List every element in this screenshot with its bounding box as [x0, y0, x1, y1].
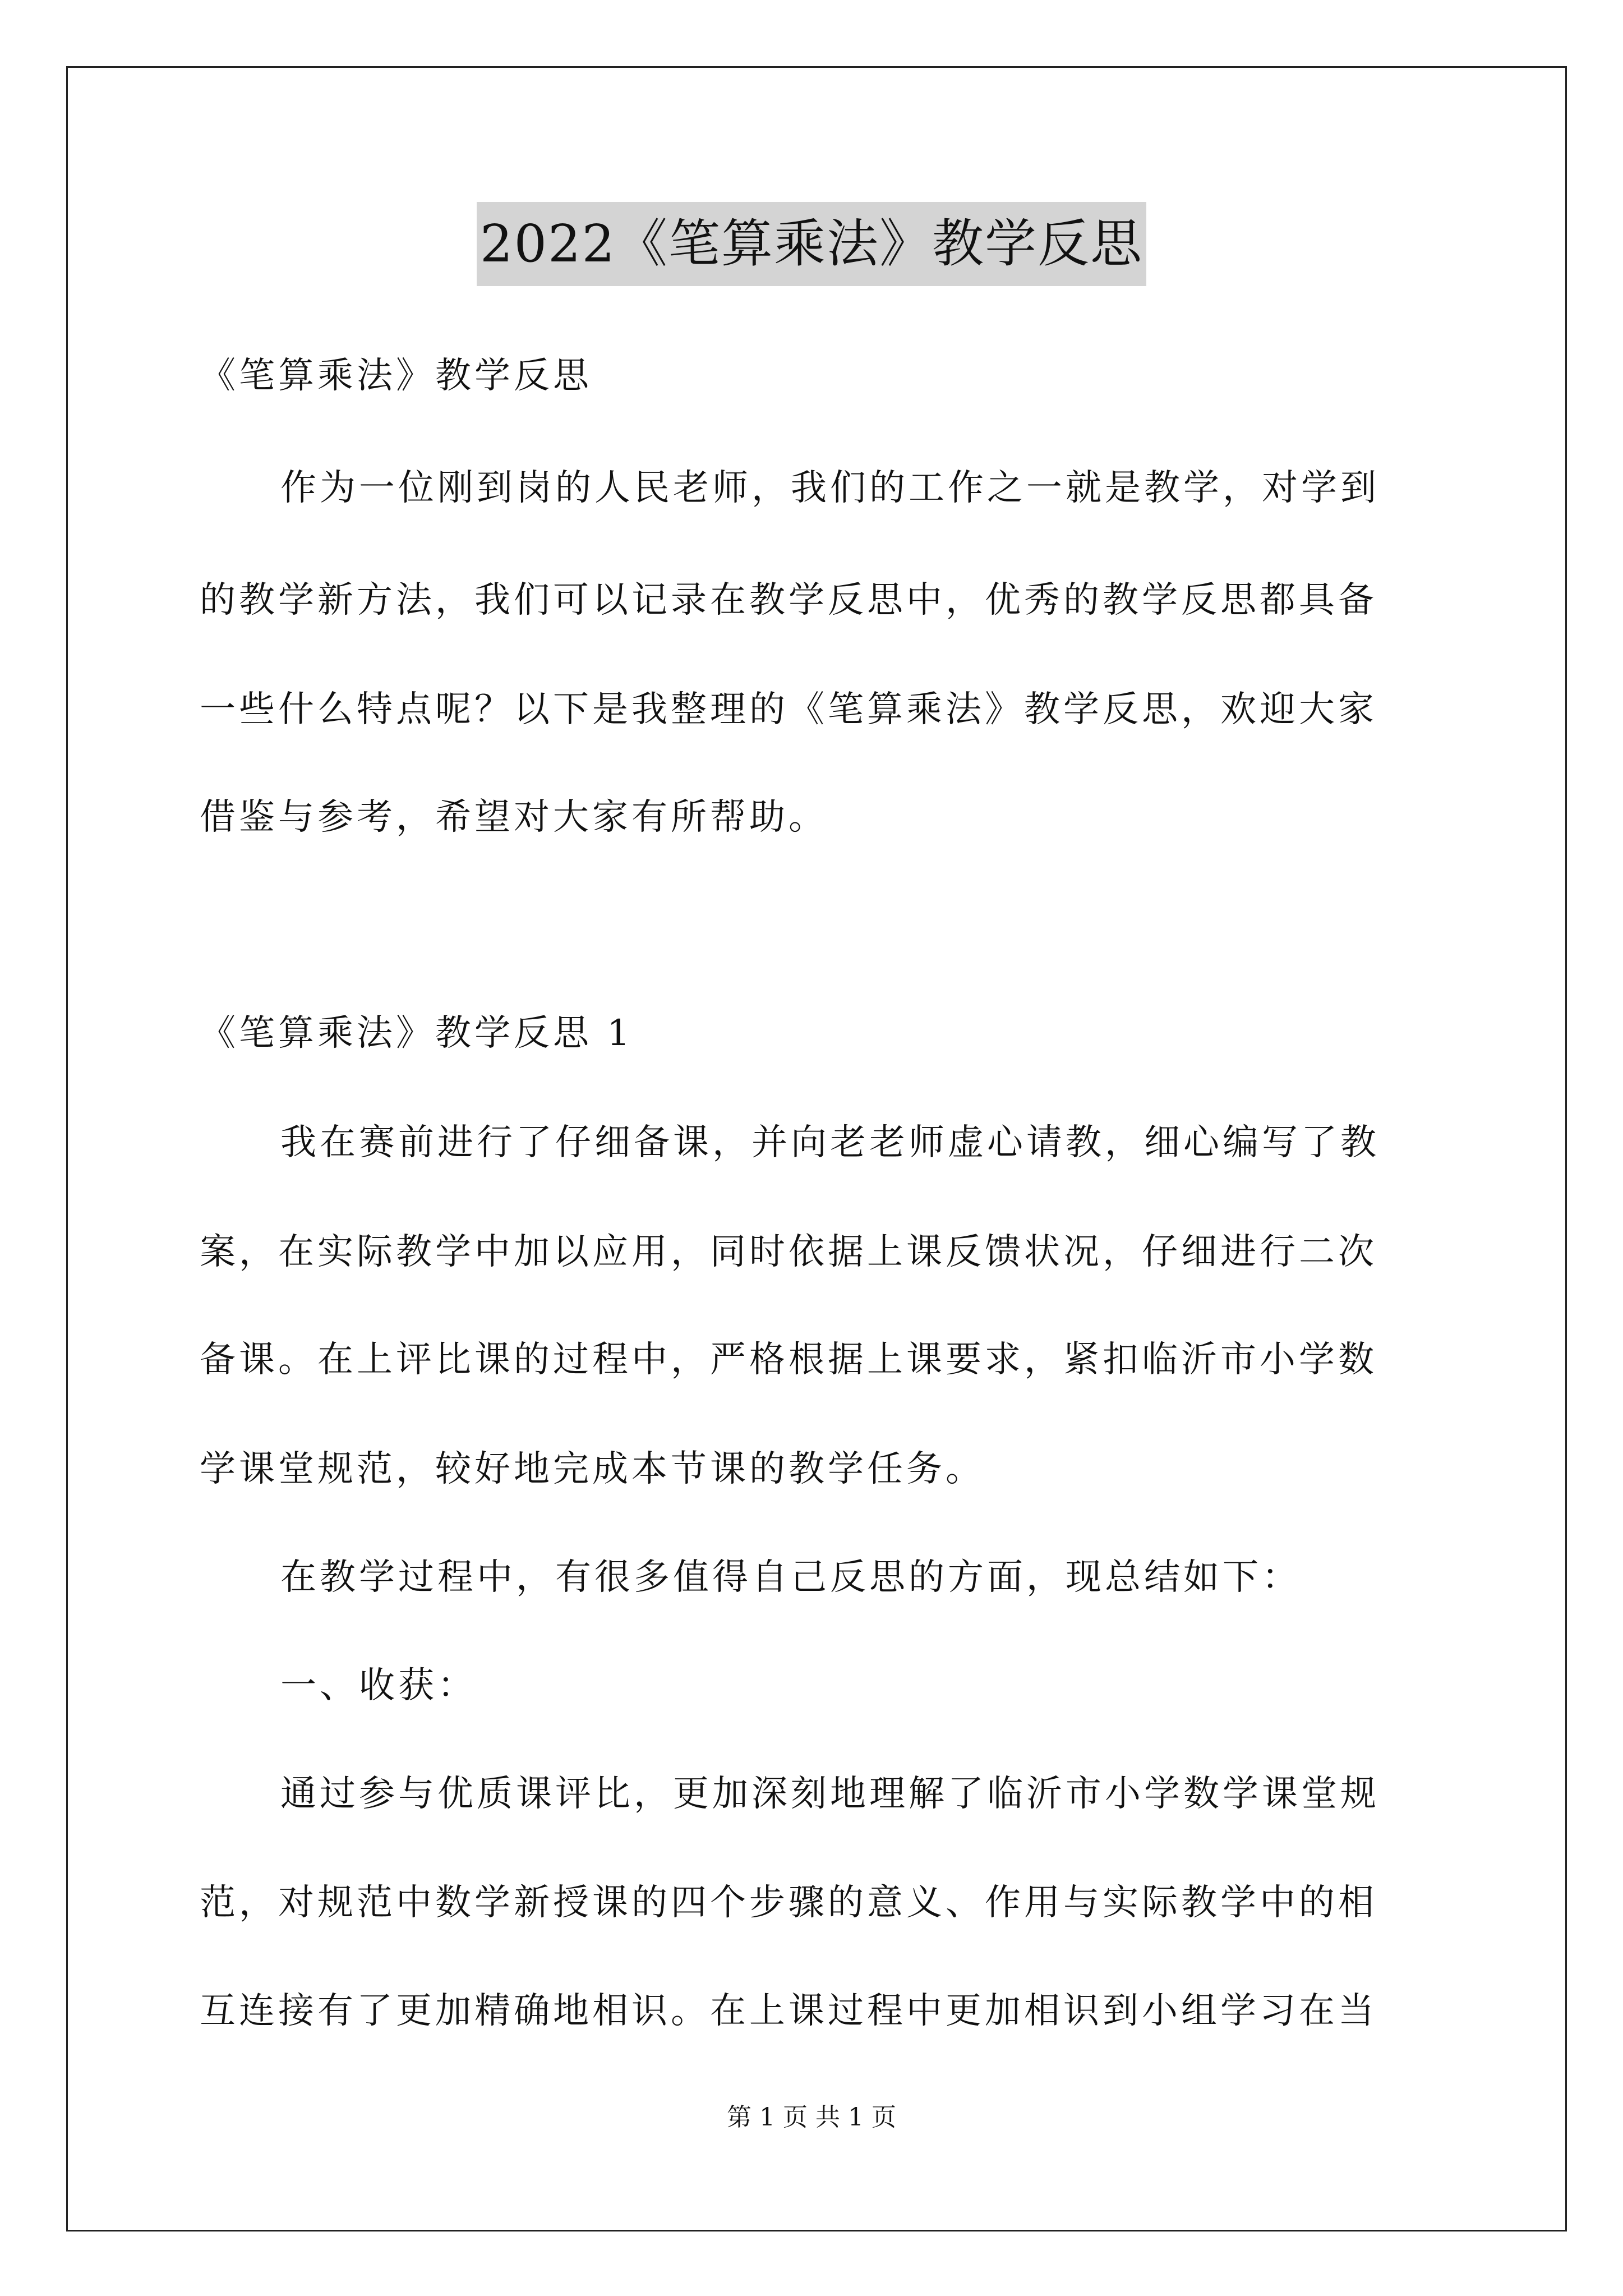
- section-line-3: 备课。在上评比课的过程中，严格根据上课要求，紧扣临沂市小学数: [200, 1339, 1377, 1381]
- document-title: 2022《笔算乘法》教学反思: [477, 202, 1146, 286]
- summary-line: 在教学过程中，有很多值得自己反思的方面，现总结如下：: [280, 1557, 1301, 1598]
- section-heading: 《笔算乘法》教学反思 1: [200, 1013, 634, 1054]
- intro-line-2: 的教学新方法，我们可以记录在教学反思中，优秀的教学反思都具备: [200, 579, 1377, 621]
- gain-line-2: 范，对规范中数学新授课的四个步骤的意义、作用与实际教学中的相: [200, 1882, 1377, 1924]
- intro-line-4: 借鉴与参考，希望对大家有所帮助。: [200, 797, 828, 838]
- section-line-1: 我在赛前进行了仔细备课，并向老老师虚心请教，细心编写了教: [280, 1122, 1380, 1163]
- gain-heading: 一、收获：: [280, 1665, 477, 1706]
- gain-line-1: 通过参与优质课评比，更加深刻地理解了临沂市小学数学课堂规: [280, 1773, 1380, 1815]
- page-footer: 第 1 页 共 1 页: [727, 2103, 896, 2132]
- section-line-2: 案，在实际教学中加以应用，同时依据上课反馈状况，仔细进行二次: [200, 1231, 1377, 1273]
- title-container: [0, 202, 1623, 286]
- intro-line-1: 作为一位刚到岗的人民老师，我们的工作之一就是教学，对学到: [280, 467, 1380, 509]
- intro-line-3: 一些什么特点呢？以下是我整理的《笔算乘法》教学反思，欢迎大家: [200, 689, 1377, 730]
- section-line-4: 学课堂规范，较好地完成本节课的教学任务。: [200, 1448, 985, 1490]
- subtitle: 《笔算乘法》教学反思: [200, 355, 592, 397]
- gain-line-3: 互连接有了更加精确地相识。在上课过程中更加相识到小组学习在当: [200, 1990, 1377, 2032]
